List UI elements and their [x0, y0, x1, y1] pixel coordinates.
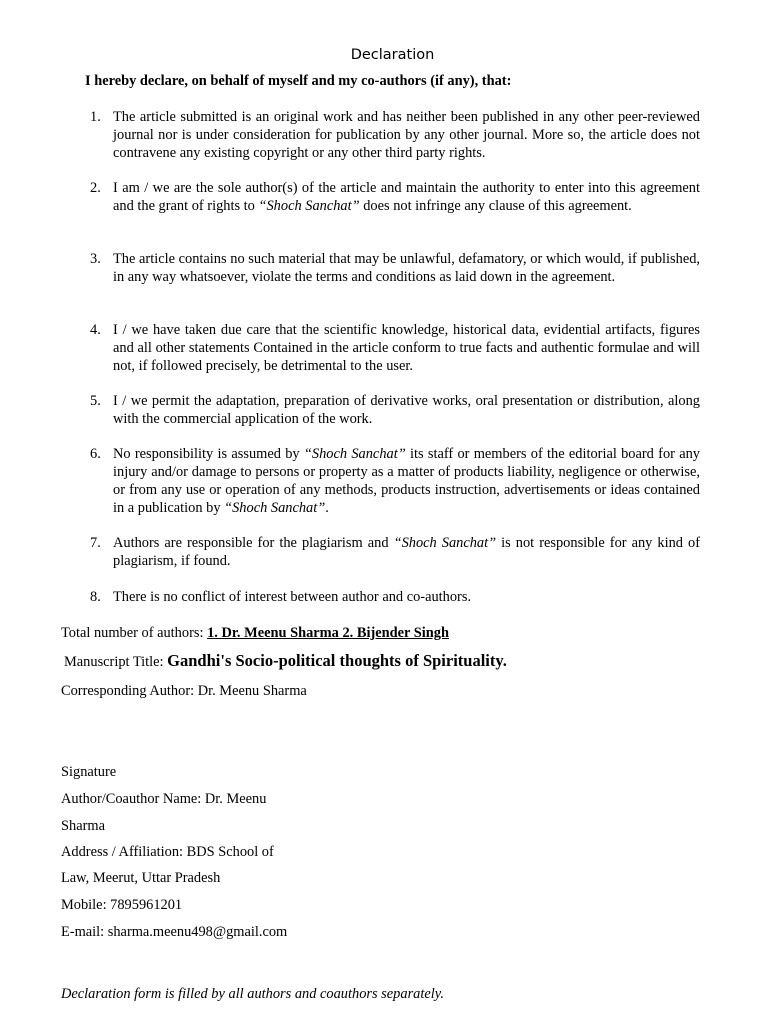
manuscript-title-label: Manuscript Title:: [64, 654, 168, 670]
author-name-line-2: Sharma: [61, 818, 105, 834]
page-title: Declaration: [350, 47, 435, 63]
affiliation-line-2: Law, Meerut, Uttar Pradesh: [61, 870, 221, 886]
mobile-number: Mobile: 7895961201: [61, 897, 183, 913]
item-number: 3.: [90, 251, 101, 267]
email-address: E-mail: sharma.meenu498@gmail.com: [61, 924, 288, 940]
item-text: [113, 445, 700, 517]
corresponding-author: Corresponding Author: Dr. Meenu Sharma: [61, 683, 307, 699]
total-authors-label: Total number of authors:: [61, 625, 208, 641]
item-text: [113, 250, 700, 286]
footer-note: Declaration form is filled by all authors and coauthors separately.: [61, 986, 444, 1002]
item-number: 7.: [90, 535, 101, 551]
item-text: [113, 321, 700, 375]
declaration-intro: I hereby declare, on behalf of myself and my co-authors (if any), that:: [85, 73, 512, 89]
item-number: 8.: [90, 589, 101, 605]
item-text: [113, 588, 700, 606]
signature-label: Signature: [61, 764, 117, 780]
item-text-segment: No responsibility is assumed by: [113, 446, 304, 462]
manuscript-title-value: Gandhi's Socio-political thoughts of Spirituality.: [167, 651, 507, 670]
journal-name: “Shoch Sanchat”: [258, 198, 360, 214]
journal-name: “Shoch Sanchat”: [393, 535, 497, 551]
item-text: [113, 108, 700, 162]
item-text-segment: I am / we are the sole author(s) of the article and maintain the authority to enter into this agreement and the grant of rights to: [113, 180, 700, 214]
manuscript-title-line: [64, 652, 507, 671]
item-text-segment: is not responsible for any kind of plagiarism, if found.: [113, 535, 700, 569]
affiliation-line-1: Address / Affiliation: BDS School of: [61, 844, 274, 860]
item-text: [113, 179, 700, 215]
author-name-line-1: Author/Coauthor Name: Dr. Meenu: [61, 791, 267, 807]
item-text-segment: Authors are responsible for the plagiarism and: [113, 535, 394, 551]
journal-name: “Shoch Sanchat”: [303, 446, 406, 462]
total-authors-value: 1. Dr. Meenu Sharma 2. Bijender Singh: [207, 625, 449, 641]
journal-name: “Shoch Sanchat”: [224, 500, 326, 516]
total-authors-line: [61, 624, 449, 642]
item-number: 5.: [90, 393, 101, 409]
item-number: 2.: [90, 180, 101, 196]
item-text-segment: I / we permit the adaptation, preparation of derivative works, oral presentation or distribution, along with the commercial application of the work.: [113, 393, 700, 427]
item-text-segment: I / we have taken due care that the scientific knowledge, historical data, evidential artifacts, figures and all other statements Contained in the article conform to true facts and authentic formulae and will not, if followed precisely, be detrimental to the user.: [113, 322, 700, 374]
item-number: 1.: [90, 109, 101, 125]
item-text-segment: There is no conflict of interest between author and co-authors.: [113, 589, 472, 605]
item-text: [113, 392, 700, 428]
item-text-segment: its staff or members of the editorial board for any injury and/or damage to persons or property as a matter of products liability, negligence or otherwise, or from any use or operation of any methods, products instruction, advertisements or ideas contained in a publication by: [113, 446, 700, 516]
item-number: 6.: [90, 446, 101, 462]
item-number: 4.: [90, 322, 101, 338]
item-text: [113, 534, 700, 570]
item-text-segment: .: [325, 500, 329, 516]
item-text-segment: The article contains no such material that may be unlawful, defamatory, or which would, if published, in any way whatsoever, violate the terms and conditions as laid down in the agreement.: [113, 251, 700, 285]
item-text-segment: The article submitted is an original work and has neither been published in any other peer-reviewed journal nor is under consideration for publication by any other journal. More so, the article does not contravene any existing copyright or any other third party rights.: [113, 109, 700, 161]
item-text-segment: does not infringe any clause of this agreement.: [359, 198, 632, 214]
